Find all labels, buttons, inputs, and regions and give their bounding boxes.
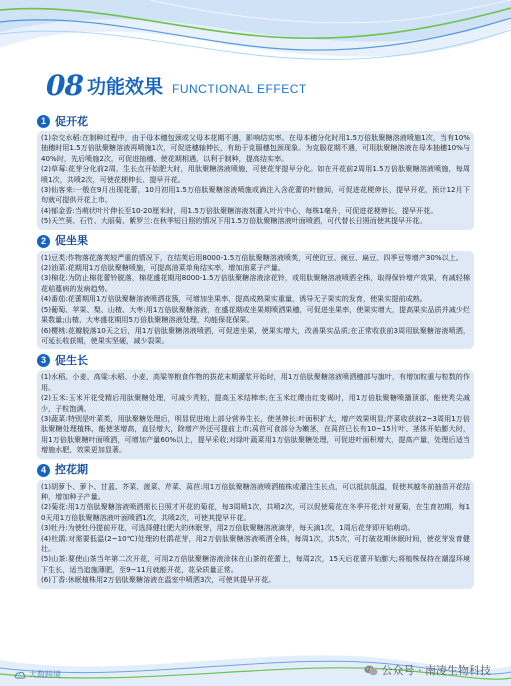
list-item: (3)蔬菜:特别是叶菜类，用肽聚糖处理后，明显促进地上部分营养生长，使茎伸长:叶面积扩大，增产效果明显;芹菜收获前2~3周用1万倍肽聚糖处理植株，能使茎增高，直径增大，除增产外还可提前上市;莴苣可食部分为嫩茎，在莴苣已长有10~15片叶、茎体开始膨大时，用1万倍肽聚糖叶面喷洒，可增加产量60%以上，提早采收;对绿叶蔬菜用1万倍肽聚糖处理，可促进叶面积增大，提高产量，处理后适当增施水肥，效果更加显著。 <box>41 413 470 455</box>
section-box <box>37 370 474 458</box>
list-item: (2)草莓:花芽分化前2周，生长点开始肥大时，用肽聚糖溶液喷施，可使花芽提早分化。如在开花前2周用1.5万倍肽聚糖溶液喷施，每周喷1次，共喷2次，可使花梗伸长、提早开花。 <box>41 164 470 184</box>
list-item: (1)杂交水稻:在制种过程中，由于母本穗包颈或父母本花期不遇，影响结实率。在母本穗分化时用1.5万倍肽聚糖溶液喷施1次，当有10%抽穗时用1.5万倍肽聚糖溶液再喷施1次，可促进穗轴伸长，有助于克服穗包颈现象。为克服花期不遇，可用肽聚糖溶液在母本抽穗10%与40%时，先后喷施2次，可促进抽穗、使花期相遇，以利于制种，提高结实率。 <box>41 133 470 163</box>
section-box <box>37 251 474 350</box>
section-box <box>37 480 474 589</box>
section-header <box>37 114 474 129</box>
section-control-flowering <box>37 463 474 589</box>
wechat-icon <box>364 665 378 676</box>
section-header <box>37 234 474 249</box>
page-title-en: FUNCTIONAL EFFECT <box>171 82 307 96</box>
section-badge: 1 <box>37 115 50 128</box>
section-title: 控花期 <box>55 463 88 477</box>
section-number: 08 <box>46 69 83 102</box>
section-title: 促开花 <box>55 114 88 128</box>
list-item: (1)水稻、小麦、高粱:水稻、小麦、高粱等粮食作物的拔花末期灌浆开始时，用1万倍肽聚糖溶液喷洒穗部与旗叶，有增加粒重与粒数的作用。 <box>41 372 470 392</box>
page-header <box>46 70 307 100</box>
section-title: 促坐果 <box>55 234 88 248</box>
content <box>37 112 474 593</box>
footer-left-watermark <box>14 669 61 680</box>
page-title: 功能效果 <box>86 76 163 98</box>
section-box <box>37 131 474 230</box>
footer-left-text: 大数跨境 <box>29 670 61 679</box>
list-item: (1)豆类:作物落花落荚较严重的情况下，在结荚后用8000-1.5万倍肽聚糖溶液喷荚，可使豇豆、豌豆、扁豆、四季豆等增产30%以上。 <box>41 252 463 262</box>
list-item: (4)番茄:花蕾期用1万倍肽聚糖溶液喷洒花簇，可增加坐果率，提高成熟果实重量，诱导无子果实的发育，使果实提前成熟。 <box>41 294 427 304</box>
list-item: (5)山茶:要使山茶当年第二次开花，可用2万倍肽聚糖溶液涂抹在山茶的花蕾上，每周2次，15天后花蕾开始膨大;将植株保持在潮湿环境下生长，适当追施薄肥，至9~11月就能开花，花朵质量正常。 <box>41 554 470 574</box>
list-item: (4)杜鹃:对需要低温(2~10℃)处理的杜鹃花芽，用2万倍肽聚糖溶液喷洒全株，每周1次，共5次，可打破花期休眠时间，使花芽发育健壮。 <box>41 533 470 553</box>
list-item: (3)仙客来:一般在9月出现花蕾，10月初用1.5万倍肽聚糖溶液喷施或滴注入含花蕾的叶腋间，可促进花梗伸长，提早开花，预计12月下旬就可提供开花上市。 <box>41 185 470 205</box>
list-item: (6)樱桃:花瓣脱落10天之后，用1万倍肽聚糖溶液喷洒，可促进坐果，使果实增大，改善果实品质;在正常收获前3周用肽聚糖溶液喷洒，可延长收获期，使果实坚硬，减少裂果。 <box>41 325 470 345</box>
list-item: (2)油菜:花期用1万倍肽聚糖喷施，可提高油菜单角结实率，增加油菜子产量。 <box>41 263 285 273</box>
list-item: (5)葡萄、苹果、梨、山楂、大枣:用1万倍肽聚糖溶液，在盛花期或坐果期喷洒果穗，可促进坐果率，使果实增大，提高果实品质并减少烂果数量;山楂、大枣盛花期用5万倍肽聚糖溶液处理，均能保花保果。 <box>41 304 470 325</box>
section-badge: 3 <box>37 354 50 367</box>
list-item: (2)菊花:用1万倍肽聚糖溶液喷洒需长日照才开花的菊花，每3周喷1次，共喷2次，可以促使菊花在冬季开花;针对夏菊，在生育初期，每10天用1万倍肽聚糖溶液叶面喷洒1次，共喷2次，可使其提早开花。 <box>41 502 470 522</box>
section-promote-flowering <box>37 114 474 230</box>
section-promote-fruit-set <box>37 234 474 350</box>
cloud-logo-icon <box>14 670 26 679</box>
list-item: (4)郁金香:当萌状叶片伸长至10-20厘米时，用1.5万倍肽聚糖溶液剂灌入叶片中心，每株1毫升，可促进花梗伸长，提早开花。 <box>41 205 438 215</box>
list-item: (6)丁香:休眠植株用2万倍肽聚糖溶液在温室中喷洒3次，可使其提早开花。 <box>41 575 276 585</box>
section-promote-growth <box>37 353 474 458</box>
section-header <box>37 463 474 478</box>
list-item: (3)牡丹:为使牡丹提前开花，可选择健壮肥大的休眠芽，用2万倍肽聚糖溶液滴芽，每天滴1次，1周后花芽即开始萌动。 <box>41 523 415 533</box>
footer-right-watermark <box>364 662 492 678</box>
list-item: (5)天竺葵、石竹、大丽菊、紫罗兰:在秋季短日照的情况下用1.5万倍肽聚糖溶液叶面喷洒，可代替长日照而使其提早开花。 <box>41 216 427 226</box>
section-header <box>37 353 474 368</box>
footer-right-text: 公众号 · 南凌生物科技 <box>381 664 491 677</box>
section-title: 促生长 <box>55 353 88 367</box>
section-badge: 4 <box>37 464 50 477</box>
section-badge: 2 <box>37 235 50 248</box>
list-item: (1)胡萝卜、萝卜、甘蓝、芥菜、菠菜、芹菜、莴苣:用1万倍肽聚糖溶液喷洒植株或灌注生长点，可以抵抗低温，促使其越冬前抽苗开花结种，增加种子产量。 <box>41 481 470 501</box>
list-item: (2)玉米:玉米开花受精后用肽聚糖处理，可减少秃粒，提高玉米结棒率;在玉米红缨由红变褐时，用1万倍肽聚糖喷播顶部，能使秃尖减少，子粒饱满。 <box>41 393 470 413</box>
list-item: (3)棉花:为防止棉花蕾铃脱落，棉花盛花期用8000-1.5万倍肽聚糖溶液涂花铃，或用肽聚糖溶液喷洒全株，取得保铃增产效果，有减轻棉花秸蔓病的发病趋势。 <box>41 273 470 293</box>
